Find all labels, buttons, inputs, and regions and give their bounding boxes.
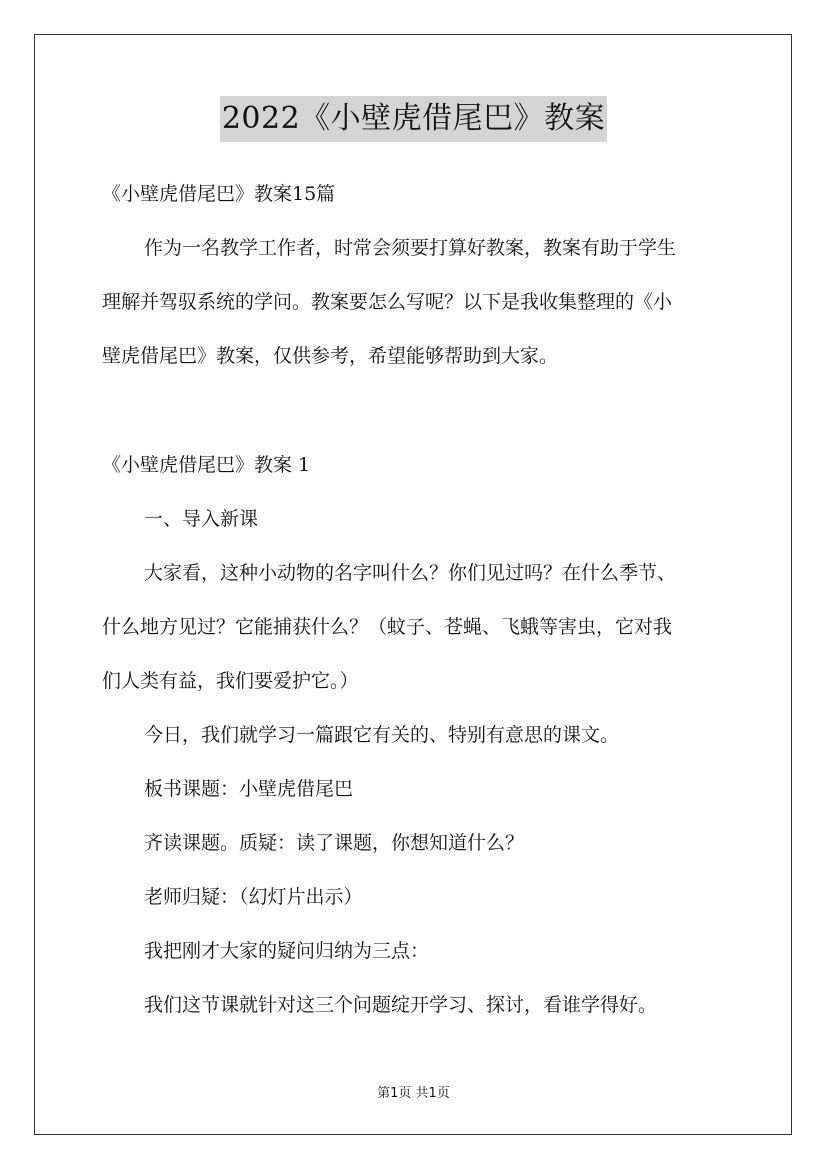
section-line-3: 什么地方见过？它能捕获什么？（蚊子、苍蝇、飞蛾等害虫，它对我 (102, 616, 673, 638)
section-line-2: 大家看，这种小动物的名字叫什么？你们见过吗？在什么季节、 (144, 562, 677, 584)
section-line-8: 老师归疑：（幻灯片出示） (144, 886, 363, 908)
title-container (0, 96, 827, 142)
section-line-4: 们人类有益，我们要爱护它。） (102, 670, 359, 692)
intro-line-1: 作为一名教学工作者，时常会须要打算好教案，教案有助于学生 (144, 237, 677, 259)
section-line-10: 我们这节课就针对这三个问题绽开学习、探讨，看谁学得好。 (144, 994, 658, 1016)
section-line-5: 今日，我们就学习一篇跟它有关的、特别有意思的课文。 (144, 724, 620, 746)
section-line-1: 一、导入新课 (144, 508, 259, 530)
document-subtitle: 《小壁虎借尾巴》教案15篇 (102, 183, 336, 205)
section-line-6: 板书课题：小壁虎借尾巴 (144, 778, 354, 800)
section-heading: 《小壁虎借尾巴》教案 1 (102, 454, 311, 476)
section-line-7: 齐读课题。质疑：读了课题，你想知道什么？ (144, 832, 525, 854)
intro-line-2: 理解并驾驭系统的学问。教案要怎么写呢？以下是我收集整理的《小 (102, 291, 673, 313)
page-footer: 第1页 共1页 (377, 1086, 450, 1101)
document-title: 2022《小壁虎借尾巴》教案 (220, 96, 607, 142)
intro-line-3: 壁虎借尾巴》教案，仅供参考，希望能够帮助到大家。 (102, 345, 559, 367)
section-line-9: 我把刚才大家的疑问归纳为三点： (144, 940, 430, 962)
